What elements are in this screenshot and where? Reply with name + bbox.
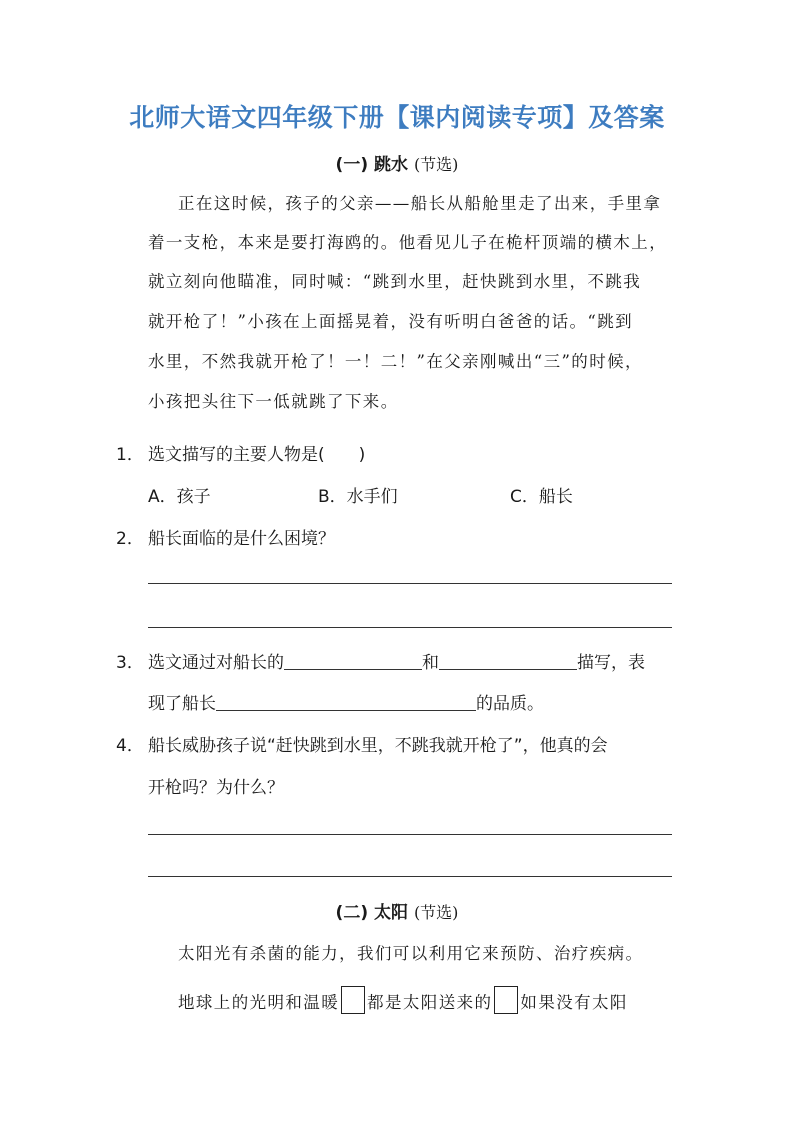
option-b[interactable]: B．水手们	[318, 487, 398, 507]
option-c[interactable]: C．船长	[510, 487, 573, 507]
section-one-title: (一) 跳水	[335, 155, 409, 175]
passage-text: 地球上的光明和温暖	[178, 993, 340, 1012]
answer-line[interactable]	[148, 583, 672, 584]
page-title: 北师大语文四年级下册【课内阅读专项】及答案	[129, 103, 665, 132]
option-a[interactable]: A．孩子	[148, 487, 211, 507]
question-4	[116, 731, 608, 756]
question-text: 和	[422, 653, 439, 673]
question-text: 船长威胁孩子说“赶快跳到水里，不跳我就开枪了”，他真的会	[148, 736, 608, 756]
passage-line: 正在这时候，孩子的父亲——船长从船舱里走了出来，手里拿	[178, 194, 662, 213]
passage-line: 就立刻向他瞄准，同时喊：“跳到水里，赶快跳到水里，不跳我	[148, 272, 642, 291]
question-number: 4．	[116, 736, 144, 756]
passage-text: 如果没有太阳	[520, 993, 628, 1012]
question-number: 1．	[116, 445, 144, 465]
question-text: 选文描写的主要人物是( )	[148, 445, 366, 465]
answer-line[interactable]	[148, 834, 672, 835]
question-text: 船长面临的是什么困境？	[148, 529, 335, 549]
question-text: 现了船长	[148, 694, 216, 714]
question-3	[116, 648, 645, 673]
question-text: 的品质。	[476, 694, 544, 714]
section-one-note: (节选)	[413, 155, 459, 174]
passage-line: 水里，不然我就开枪了！一！二！”在父亲刚喊出“三”的时候，	[148, 352, 643, 371]
fill-blank[interactable]	[284, 651, 422, 670]
passage-text: 都是太阳送来的	[367, 993, 493, 1012]
passage-line: 就开枪了！”小孩在上面摇晃着，没有听明白爸爸的话。“跳到	[148, 312, 634, 331]
question-text: 选文通过对船长的	[148, 653, 284, 673]
question-3-line-2	[148, 689, 544, 714]
question-4-line-2: 开枪吗？为什么？	[148, 778, 284, 798]
question-1	[116, 440, 365, 465]
section-two-heading	[0, 898, 794, 923]
punctuation-box[interactable]	[494, 986, 518, 1014]
question-text: 描写，表	[577, 653, 645, 673]
fill-blank[interactable]	[439, 651, 577, 670]
passage-line: 小孩把头往下一低就跳了下来。	[148, 392, 399, 411]
passage-line: 着一支枪，本来是要打海鸥的。他看见儿子在桅杆顶端的横木上，	[148, 233, 668, 252]
answer-line[interactable]	[148, 876, 672, 877]
question-2	[116, 524, 335, 549]
fill-blank[interactable]	[216, 692, 476, 711]
section-two-title: (二) 太阳	[335, 903, 409, 923]
section-one-heading	[0, 150, 794, 175]
answer-line[interactable]	[148, 627, 672, 628]
passage-line: 太阳光有杀菌的能力，我们可以利用它来预防、治疗疾病。	[178, 944, 644, 963]
punctuation-box[interactable]	[341, 986, 365, 1014]
question-number: 2．	[116, 529, 144, 549]
question-number: 3．	[116, 653, 144, 673]
section-two-note: (节选)	[413, 903, 459, 922]
passage-line	[178, 986, 678, 1014]
